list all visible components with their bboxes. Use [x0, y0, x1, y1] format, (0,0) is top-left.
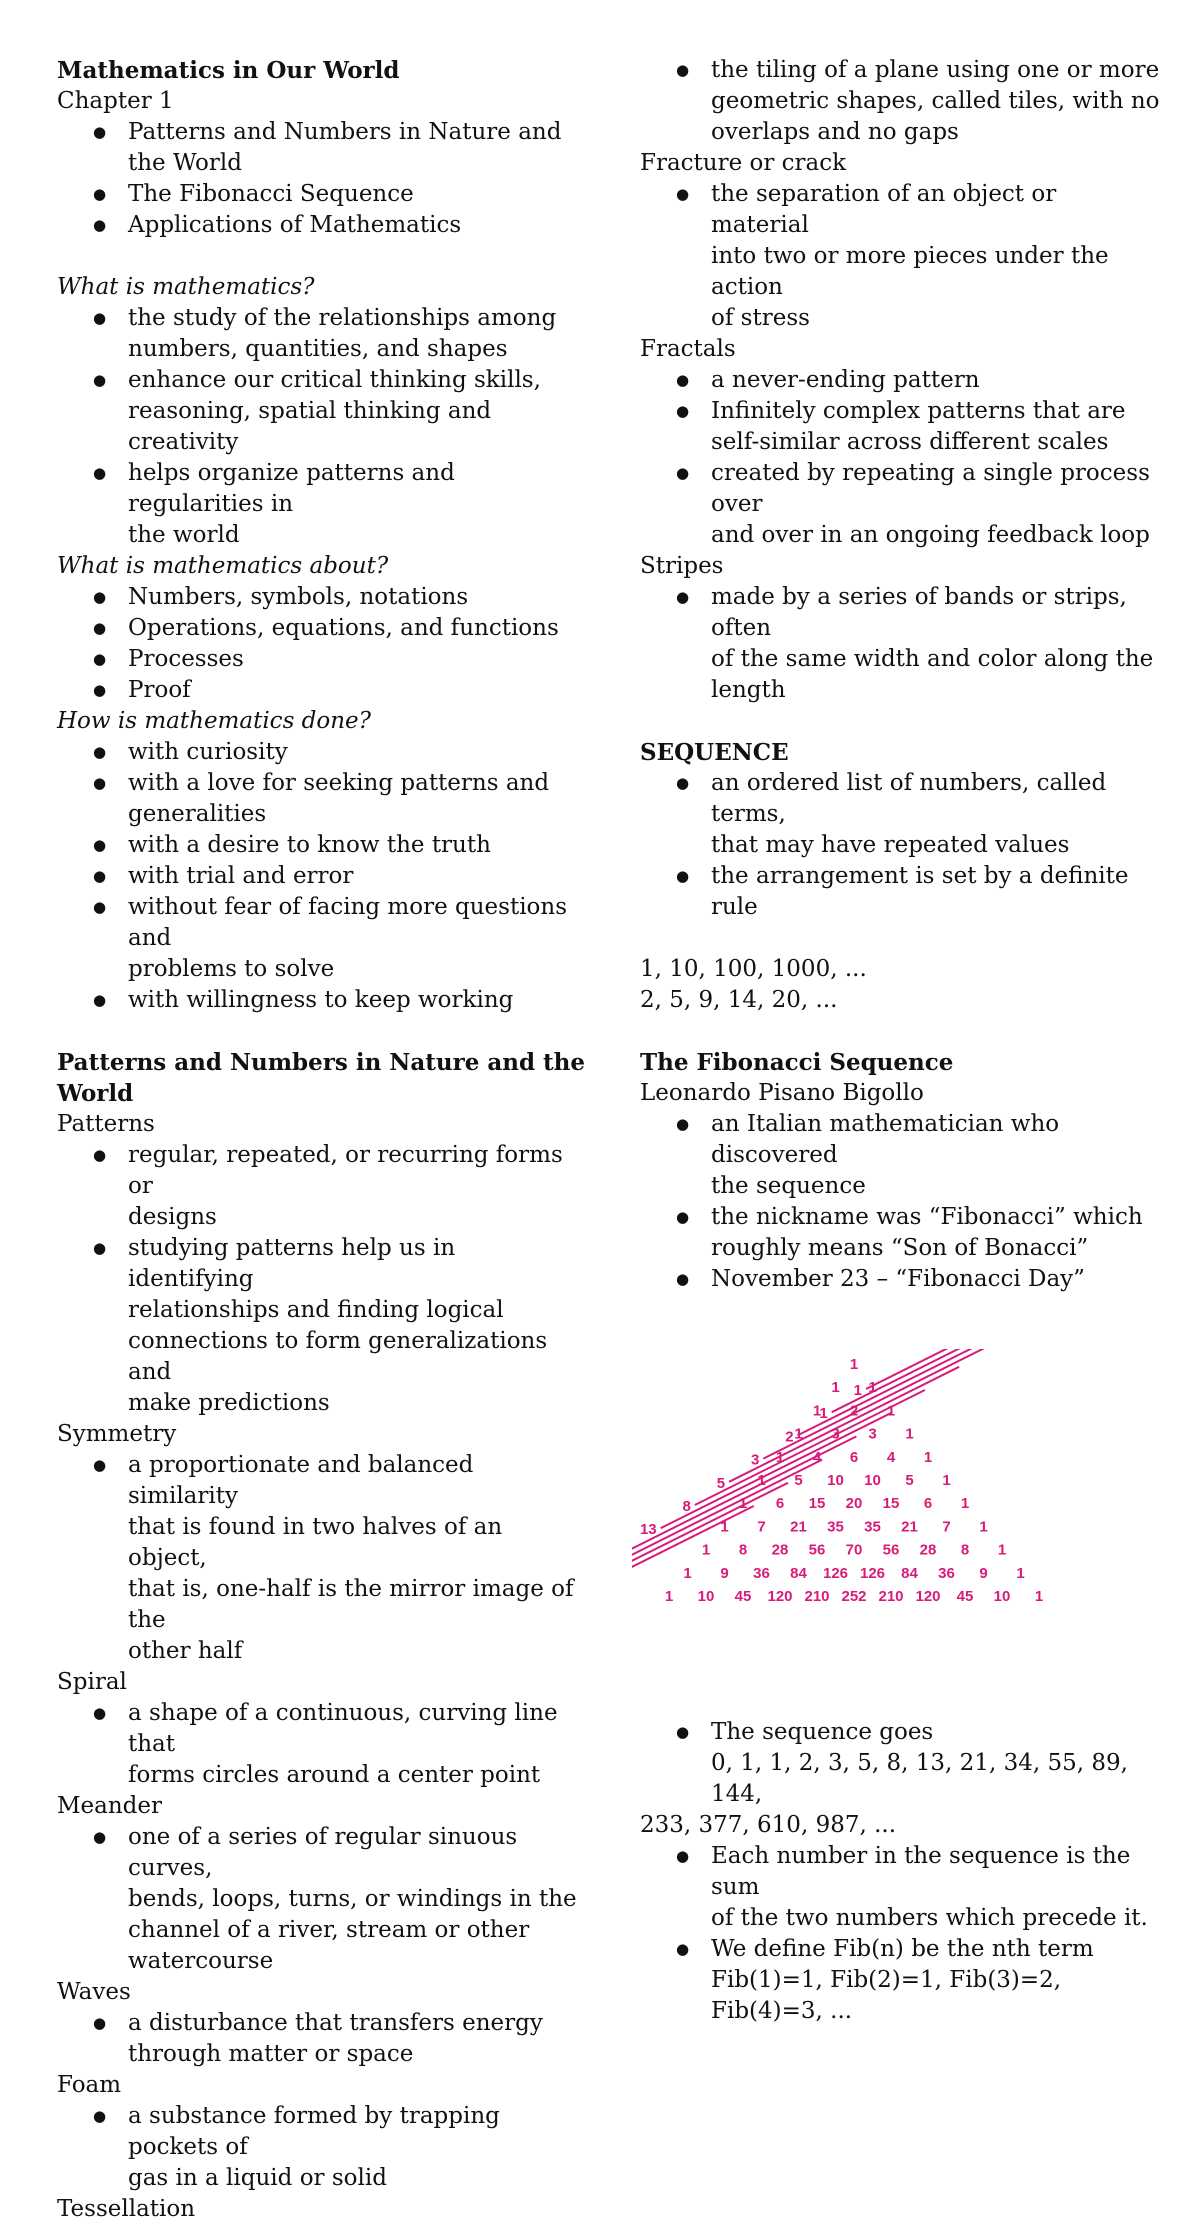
bullet-item: ● created by repeating a single process over and over in an ongoing feedback loop [640, 458, 1160, 551]
bullet-list [57, 1822, 587, 1977]
pascal-triangle-svg [632, 1349, 1092, 1669]
bullet-list [640, 179, 1160, 334]
pascal-number: 9 [979, 1564, 988, 1582]
bullet-item: ● made by a series of bands or strips, often of the same width and color along the length [640, 582, 1160, 706]
left-column [57, 55, 587, 2225]
pascal-number: 1 [1016, 1564, 1025, 1582]
bullet-item: ● with a desire to know the truth [57, 830, 587, 861]
pascal-number: 1 [905, 1425, 914, 1443]
pascal-number: 1 [831, 1379, 840, 1397]
pascal-number: 21 [901, 1518, 918, 1536]
fibonacci-sum-label: 3 [750, 1451, 760, 1469]
diagonal-line [832, 1349, 1062, 1412]
pascal-number: 10 [827, 1472, 844, 1489]
bullet-list [57, 1698, 587, 1791]
diagonal-line [866, 1349, 1092, 1389]
pascal-number: 10 [993, 1588, 1011, 1605]
chapter-topic: ● Applications of Mathematics [57, 210, 587, 241]
pascal-number: 4 [886, 1448, 896, 1466]
pascal-number: 5 [905, 1472, 914, 1489]
pascal-number: 2 [849, 1402, 859, 1420]
pascal-number: 45 [956, 1588, 974, 1605]
pascal-number: 56 [808, 1541, 826, 1559]
bullet-list [640, 365, 1160, 551]
bullet-item: ● without fear of facing more questions and problems to solve [57, 892, 587, 985]
term-heading: Tessellation [57, 2196, 196, 2222]
bullet-item: ● studying patterns help us in identifying relationships and finding logical connections to form generalizations and make predictions [57, 1233, 587, 1419]
pascal-number: 35 [864, 1518, 881, 1536]
bullet-item: ● Operations, equations, and functions [57, 613, 587, 644]
pascal-number: 15 [808, 1495, 826, 1513]
pascal-number: 5 [794, 1472, 803, 1489]
pascal-number: 252 [841, 1588, 867, 1605]
bullet-list [57, 737, 587, 1016]
sequence-example: 1, 10, 100, 1000, ... [640, 956, 867, 982]
bullet-list [57, 2008, 587, 2070]
pascal-triangle-figure [632, 1349, 1092, 1669]
pascal-number: 36 [753, 1564, 770, 1582]
bullet-item: ● the separation of an object or material into two or more pieces under the action of stress [640, 179, 1160, 334]
pascal-number: 1 [960, 1495, 970, 1513]
question-heading: How is mathematics done? [57, 708, 372, 734]
bullet-item: ● Proof [57, 675, 587, 706]
pascal-number: 210 [804, 1588, 830, 1605]
pascal-number: 10 [864, 1472, 881, 1489]
sequence-example: 2, 5, 9, 14, 20, ... [640, 987, 838, 1013]
pascal-number: 1 [886, 1402, 896, 1420]
pascal-number: 1 [683, 1564, 692, 1582]
bullet-item: ● a proportionate and balanced similarity that is found in two halves of an object, that is, one-half is the mirror image of the other half [57, 1450, 587, 1667]
pascal-number: 1 [1034, 1588, 1044, 1605]
term-heading: Symmetry [57, 1421, 177, 1447]
term-heading: Patterns [57, 1111, 155, 1137]
pascal-number: 84 [901, 1564, 918, 1582]
pascal-number: 1 [664, 1588, 674, 1605]
term-heading: Waves [57, 1979, 131, 2005]
pascal-number: 3 [831, 1425, 840, 1443]
bullet-item: ● with trial and error [57, 861, 587, 892]
pascal-number: 7 [757, 1518, 766, 1536]
pascal-number: 1 [997, 1541, 1007, 1559]
pascal-number: 21 [790, 1518, 807, 1536]
bullet-list [57, 582, 587, 706]
bullet-item: ● the arrangement is set by a definite rule [640, 861, 1160, 923]
chapter-topic: ● The Fibonacci Sequence [57, 179, 587, 210]
section-heading: Patterns and Numbers in Nature and the World [57, 1049, 586, 1107]
pascal-number: 45 [734, 1588, 752, 1605]
chapter-label: Chapter 1 [57, 88, 174, 114]
pascal-number: 1 [701, 1541, 711, 1559]
pascal-number: 1 [794, 1425, 803, 1443]
bullet-list [57, 2101, 587, 2194]
pascal-number: 1 [775, 1448, 785, 1466]
pascal-number: 8 [960, 1541, 970, 1559]
term-heading: Fractals [640, 336, 736, 362]
bullet-item: ● Processes [57, 644, 587, 675]
bullet-list [57, 1140, 587, 1419]
bullet-item: ● the nickname was “Fibonacci” which roughly means “Son of Bonacci” [640, 1202, 1160, 1264]
pascal-number: 9 [720, 1564, 729, 1582]
term-heading: Fracture or crack [640, 150, 847, 176]
bullet-list [640, 582, 1160, 706]
sequence-continuation: 233, 377, 610, 987, ... [640, 1812, 897, 1838]
person-name: Leonardo Pisano Bigollo [640, 1080, 924, 1106]
pascal-number: 1 [720, 1518, 729, 1536]
bullet-item: ● enhance our critical thinking skills, reasoning, spatial thinking and creativity [57, 365, 587, 458]
term-heading: Stripes [640, 553, 724, 579]
pascal-number: 1 [849, 1356, 859, 1373]
section-heading: The Fibonacci Sequence [640, 1049, 954, 1076]
pascal-number: 6 [775, 1495, 785, 1513]
pascal-number: 36 [938, 1564, 955, 1582]
pascal-number: 120 [915, 1588, 941, 1605]
pascal-number: 1 [942, 1472, 951, 1489]
question-heading: What is mathematics? [57, 274, 315, 300]
pascal-number: 126 [822, 1564, 849, 1582]
pascal-number: 84 [790, 1564, 807, 1582]
bullet-item: ● with willingness to keep working [57, 985, 587, 1016]
bullet-item: ● a substance formed by trapping pockets of gas in a liquid or solid [57, 2101, 587, 2194]
pascal-number: 1 [923, 1448, 933, 1466]
diagonal-line [632, 1436, 859, 1551]
bullet-item: ● an Italian mathematician who discovered the sequence [640, 1109, 1160, 1202]
pascal-number: 15 [882, 1495, 900, 1513]
bullet-item: ● one of a series of regular sinuous curves, bends, loops, turns, or windings in the channel of a river, stream or other watercourse [57, 1822, 587, 1977]
bullet-item: ● regular, repeated, or recurring forms or designs [57, 1140, 587, 1233]
bullet-item: ● an ordered list of numbers, called terms, that may have repeated values [640, 768, 1160, 861]
chapter-topics [57, 117, 587, 241]
bullet-item: ● a disturbance that transfers energy through matter or space [57, 2008, 587, 2070]
term-heading: Spiral [57, 1669, 127, 1695]
bullet-item: ● with curiosity [57, 737, 587, 768]
question-heading: What is mathematics about? [57, 553, 389, 579]
fibonacci-sum-label: 8 [682, 1498, 691, 1515]
pascal-number: 1 [868, 1379, 877, 1397]
bullet-item: ● helps organize patterns and regularities in the world [57, 458, 587, 551]
pascal-number: 28 [771, 1541, 789, 1559]
pascal-number: 6 [923, 1495, 933, 1513]
pascal-number: 1 [812, 1402, 822, 1420]
pascal-number: 3 [868, 1425, 877, 1443]
bullet-list [57, 303, 587, 551]
pascal-number: 70 [845, 1541, 863, 1559]
fibonacci-sum-label: 13 [639, 1521, 657, 1539]
bullet-list [57, 1450, 587, 1667]
bullet-list [640, 768, 1160, 923]
bullet-item: ● Each number in the sequence is the sum of the two numbers which precede it. [640, 1841, 1160, 1934]
right-column [640, 55, 1160, 2027]
fibonacci-sum-label: 2 [785, 1428, 794, 1446]
pascal-number: 8 [738, 1541, 748, 1559]
pascal-number: 10 [697, 1588, 715, 1605]
pascal-number: 4 [812, 1448, 822, 1466]
pascal-number: 1 [738, 1495, 748, 1513]
bullet-item: ● a shape of a continuous, curving line that forms circles around a center point [57, 1698, 587, 1791]
bullet-item: ● the tiling of a plane using one or more geometric shapes, called tiles, with no overlaps and no gaps [640, 55, 1160, 148]
term-heading: Meander [57, 1793, 163, 1819]
bullet-item: ● We define Fib(n) be the nth term Fib(1)=1, Fib(2)=1, Fib(3)=2, Fib(4)=3, ... [640, 1934, 1160, 2027]
pascal-number: 210 [878, 1588, 904, 1605]
pascal-number: 28 [919, 1541, 937, 1559]
bullet-item: ● with a love for seeking patterns and generalities [57, 768, 587, 830]
fibonacci-sum-label: 1 [853, 1382, 862, 1399]
chapter-topic: ● Patterns and Numbers in Nature and the World [57, 117, 587, 179]
bullet-item: ● a never-ending pattern [640, 365, 1160, 396]
bullet-list [640, 1841, 1160, 2027]
fibonacci-sum-label: 5 [716, 1474, 726, 1492]
fibonacci-sum-label: 1 [819, 1405, 828, 1423]
bullet-item: ● Numbers, symbols, notations [57, 582, 587, 613]
pascal-number: 56 [882, 1541, 900, 1559]
pascal-number: 35 [827, 1518, 844, 1536]
pascal-number: 120 [767, 1588, 793, 1605]
pascal-number: 20 [845, 1495, 863, 1513]
pascal-number: 1 [757, 1472, 766, 1489]
pascal-number: 126 [859, 1564, 886, 1582]
section-heading: SEQUENCE [640, 739, 789, 766]
bullet-list [640, 1717, 1160, 1810]
bullet-item: ● Infinitely complex patterns that are self-similar across different scales [640, 396, 1160, 458]
bullet-item: ● the study of the relationships among numbers, quantities, and shapes [57, 303, 587, 365]
bullet-list [640, 1109, 1160, 1295]
pascal-number: 6 [849, 1448, 859, 1466]
pascal-number: 7 [942, 1518, 951, 1536]
pascal-number: 1 [979, 1518, 988, 1536]
bullet-item: ● November 23 – “Fibonacci Day” [640, 1264, 1160, 1295]
bullet-item: ● The sequence goes 0, 1, 1, 2, 3, 5, 8, 13, 21, 34, 55, 89, 144, [640, 1717, 1160, 1810]
document-title: Mathematics in Our World [57, 57, 400, 84]
term-heading: Foam [57, 2072, 122, 2098]
bullet-list [640, 55, 1160, 148]
